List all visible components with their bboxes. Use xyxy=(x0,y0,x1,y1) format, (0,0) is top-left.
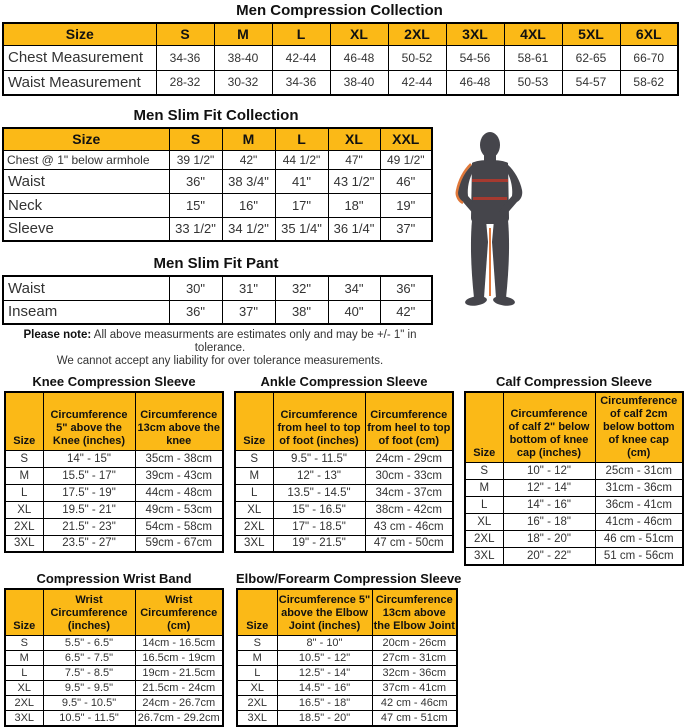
size-value: 2XL xyxy=(5,518,43,535)
measurement-value: 10" - 12" xyxy=(503,463,595,480)
measurement-value: 14cm - 16.5cm xyxy=(135,636,223,651)
table-row xyxy=(237,696,457,711)
table-row xyxy=(237,711,457,726)
tolerance-note-line2: We cannot accept any liability for over tolerance measurements. xyxy=(56,355,384,367)
size-value: L xyxy=(235,484,273,501)
size-column-header: 2XL xyxy=(388,23,446,45)
size-column-header: L xyxy=(275,128,328,150)
table-row xyxy=(5,484,223,501)
size-header-cell: Size xyxy=(235,392,273,450)
elbow-sleeve-block xyxy=(236,571,461,727)
size-value: M xyxy=(237,651,277,666)
measurement-value: 51 cm - 56cm xyxy=(595,548,683,565)
table-row xyxy=(5,711,223,726)
circumference-column-header: Circumference 13cm above the Elbow Joint xyxy=(372,589,457,636)
table-row xyxy=(5,666,223,681)
measurement-value: 16" xyxy=(222,193,275,217)
measurement-value: 19" xyxy=(380,193,432,217)
size-value: S xyxy=(237,636,277,651)
measurement-value: 8" - 10" xyxy=(277,636,372,651)
measurement-value: 18.5" - 20" xyxy=(277,711,372,726)
men-slim-fit-pant-table xyxy=(2,275,433,325)
measurement-value: 10.5" - 11.5" xyxy=(43,711,135,726)
measurement-value: 49cm - 53cm xyxy=(135,501,223,518)
measurement-value: 34" xyxy=(328,276,380,300)
chest-measure-line xyxy=(472,179,508,182)
measurement-value: 38-40 xyxy=(214,45,272,70)
size-column-header: XL xyxy=(330,23,388,45)
size-value: XL xyxy=(235,501,273,518)
measurement-value: 44 1/2" xyxy=(275,150,328,169)
calf-sleeve-block xyxy=(464,374,684,566)
table-row xyxy=(237,636,457,651)
table-row xyxy=(235,518,453,535)
ankle-sleeve-block xyxy=(234,374,454,566)
row-label: Chest @ 1" below armhole xyxy=(3,150,169,169)
male-body-silhouette xyxy=(438,130,548,320)
size-value: S xyxy=(465,463,503,480)
measurement-value: 27cm - 31cm xyxy=(372,651,457,666)
knee-sleeve-title: Knee Compression Sleeve xyxy=(32,374,196,389)
measurement-value: 20" - 22" xyxy=(503,548,595,565)
row-label: Chest Measurement xyxy=(3,45,156,70)
measurement-value: 38cm - 42cm xyxy=(365,501,453,518)
row-label: Waist xyxy=(3,276,169,300)
wrist-elbow-tables-row xyxy=(0,571,679,727)
size-value: S xyxy=(5,636,43,651)
measurement-value: 12" - 14" xyxy=(503,480,595,497)
table-row xyxy=(237,681,457,696)
measurement-value: 9.5" - 11.5" xyxy=(273,450,365,467)
circumference-column-header: Circumference of calf 2" below bottom of knee cap (inches) xyxy=(503,392,595,463)
measurement-value: 18" - 20" xyxy=(503,531,595,548)
table-row xyxy=(5,501,223,518)
measurement-value: 19cm - 21.5cm xyxy=(135,666,223,681)
wrist-band-block xyxy=(4,571,224,727)
measurement-value: 24cm - 29cm xyxy=(365,450,453,467)
measurement-value: 23.5" - 27" xyxy=(43,535,135,552)
measurement-value: 15" xyxy=(169,193,222,217)
size-value: L xyxy=(465,497,503,514)
size-value: M xyxy=(235,467,273,484)
size-column-header: 4XL xyxy=(504,23,562,45)
measurement-value: 49 1/2" xyxy=(380,150,432,169)
measurement-value: 17" - 18.5" xyxy=(273,518,365,535)
circumference-column-header: Circumference of calf 2cm below bottom of knee cap (cm) xyxy=(595,392,683,463)
measurement-value: 54-56 xyxy=(446,45,504,70)
body-measurement-figure-icon xyxy=(438,130,548,320)
tolerance-note-line1 xyxy=(0,329,440,355)
size-header-cell: Size xyxy=(465,392,503,463)
measurement-value: 9.5" - 9.5" xyxy=(43,681,135,696)
measurement-value: 39 1/2" xyxy=(169,150,222,169)
wrist-band-title: Compression Wrist Band xyxy=(36,570,192,586)
men-slim-fit-pant-title: Men Slim Fit Pant xyxy=(153,255,279,272)
measurement-value: 43 cm - 46cm xyxy=(365,518,453,535)
size-value: S xyxy=(5,450,43,467)
measurement-value: 46-48 xyxy=(446,70,504,95)
measurement-value: 33 1/2" xyxy=(169,217,222,241)
size-column-header: M xyxy=(214,23,272,45)
tolerance-note xyxy=(0,329,440,368)
measurement-value: 36cm - 41cm xyxy=(595,497,683,514)
measurement-value: 42-44 xyxy=(272,45,330,70)
sleeve-tables-row xyxy=(0,374,679,566)
circumference-column-header: Circumference from heel to top of foot (cm) xyxy=(365,392,453,450)
elbow-sleeve-table xyxy=(236,588,458,727)
table-row xyxy=(5,518,223,535)
table-row xyxy=(235,484,453,501)
men-slim-fit-section xyxy=(0,102,432,242)
size-value: 2XL xyxy=(237,696,277,711)
ankle-sleeve-title: Ankle Compression Sleeve xyxy=(260,374,428,389)
measurement-value: 7.5" - 8.5" xyxy=(43,666,135,681)
row-label: Waist Measurement xyxy=(3,70,156,95)
table-row xyxy=(5,696,223,711)
measurement-value: 47 cm - 51cm xyxy=(372,711,457,726)
measurement-value: 14.5" - 16" xyxy=(277,681,372,696)
table-row xyxy=(237,651,457,666)
measurement-value: 59cm - 67cm xyxy=(135,535,223,552)
measurement-value: 6.5" - 7.5" xyxy=(43,651,135,666)
table-row xyxy=(465,531,683,548)
circumference-column-header: Circumference 13cm above the knee xyxy=(135,392,223,450)
size-column-header: L xyxy=(272,23,330,45)
size-column-header: 6XL xyxy=(620,23,678,45)
measurement-value: 41cm - 46cm xyxy=(595,514,683,531)
measurement-value: 37" xyxy=(380,217,432,241)
row-label: Waist xyxy=(3,169,169,193)
size-column-header: 5XL xyxy=(562,23,620,45)
measurement-value: 13.5" - 14.5" xyxy=(273,484,365,501)
measurement-value: 34-36 xyxy=(272,70,330,95)
size-value: M xyxy=(465,480,503,497)
measurement-value: 54-57 xyxy=(562,70,620,95)
measurement-value: 21.5cm - 24cm xyxy=(135,681,223,696)
table-row xyxy=(235,467,453,484)
measurement-value: 36 1/4" xyxy=(328,217,380,241)
table-row xyxy=(5,636,223,651)
men-compression-title: Men Compression Collection xyxy=(236,2,443,19)
measurement-value: 54cm - 58cm xyxy=(135,518,223,535)
size-column-header: M xyxy=(222,128,275,150)
table-row xyxy=(5,535,223,552)
size-value: XL xyxy=(5,501,43,518)
measurement-value: 42-44 xyxy=(388,70,446,95)
size-value: S xyxy=(235,450,273,467)
measurement-value: 16.5" - 18" xyxy=(277,696,372,711)
circumference-column-header: Circumference 5" above the Knee (inches) xyxy=(43,392,135,450)
measurement-value: 17" xyxy=(275,193,328,217)
measurement-value: 35 1/4" xyxy=(275,217,328,241)
table-row xyxy=(5,681,223,696)
ankle-sleeve-table xyxy=(234,391,454,553)
size-value: 3XL xyxy=(465,548,503,565)
men-slim-fit-pant-section xyxy=(0,250,432,325)
measurement-value: 37" xyxy=(222,300,275,324)
circumference-column-header: Circumference 5" above the Elbow Joint (inches) xyxy=(277,589,372,636)
measurement-value: 36" xyxy=(169,300,222,324)
row-label: Neck xyxy=(3,193,169,217)
measurement-value: 36" xyxy=(380,276,432,300)
measurement-value: 38" xyxy=(275,300,328,324)
measurement-value: 35cm - 38cm xyxy=(135,450,223,467)
size-value: XL xyxy=(465,514,503,531)
men-compression-table xyxy=(2,22,679,96)
measurement-value: 10.5" - 12" xyxy=(277,651,372,666)
measurement-value: 42 cm - 46cm xyxy=(372,696,457,711)
size-header-cell: Size xyxy=(5,392,43,450)
measurement-value: 42" xyxy=(380,300,432,324)
table-row xyxy=(465,514,683,531)
wrist-band-table xyxy=(4,588,224,727)
row-label: Inseam xyxy=(3,300,169,324)
measurement-value: 15.5" - 17" xyxy=(43,467,135,484)
measurement-value: 14" - 15" xyxy=(43,450,135,467)
table-row xyxy=(5,467,223,484)
measurement-value: 34 1/2" xyxy=(222,217,275,241)
measurement-value: 46 cm - 51cm xyxy=(595,531,683,548)
size-column-header: S xyxy=(156,23,214,45)
size-value: L xyxy=(5,666,43,681)
measurement-value: 12.5" - 14" xyxy=(277,666,372,681)
measurement-value: 66-70 xyxy=(620,45,678,70)
measurement-value: 44cm - 48cm xyxy=(135,484,223,501)
size-value: L xyxy=(5,484,43,501)
measurement-value: 58-61 xyxy=(504,45,562,70)
table-row xyxy=(235,501,453,518)
measurement-value: 62-65 xyxy=(562,45,620,70)
measurement-value: 30" xyxy=(169,276,222,300)
measurement-value: 24cm - 26.7cm xyxy=(135,696,223,711)
measurement-value: 18" xyxy=(328,193,380,217)
calf-sleeve-title: Calf Compression Sleeve xyxy=(495,374,653,389)
measurement-value: 17.5" - 19" xyxy=(43,484,135,501)
size-value: L xyxy=(237,666,277,681)
measurement-value: 46" xyxy=(380,169,432,193)
size-value: XL xyxy=(5,681,43,696)
size-value: 3XL xyxy=(235,535,273,552)
knee-sleeve-table xyxy=(4,391,224,553)
table-row xyxy=(235,450,453,467)
measurement-value: 12" - 13" xyxy=(273,467,365,484)
circumference-column-header: Circumference from heel to top of foot (inches) xyxy=(273,392,365,450)
measurement-value: 41" xyxy=(275,169,328,193)
measurement-value: 5.5" - 6.5" xyxy=(43,636,135,651)
measurement-value: 16" - 18" xyxy=(503,514,595,531)
measurement-value: 50-53 xyxy=(504,70,562,95)
measurement-value: 20cm - 26cm xyxy=(372,636,457,651)
knee-sleeve-block xyxy=(4,374,224,566)
size-header-cell: Size xyxy=(237,589,277,636)
measurement-value: 34cm - 37cm xyxy=(365,484,453,501)
size-value: 2XL xyxy=(5,696,43,711)
table-row xyxy=(465,497,683,514)
measurement-value: 40" xyxy=(328,300,380,324)
table-row xyxy=(465,463,683,480)
men-slim-fit-table xyxy=(2,127,433,242)
note-text-1: All above measurments are estimates only and may be +/- 1" in tolerance. xyxy=(91,329,417,354)
measurement-value: 46-48 xyxy=(330,45,388,70)
size-column-header: XXL xyxy=(380,128,432,150)
size-value: M xyxy=(5,467,43,484)
measurement-value: 47 cm - 50cm xyxy=(365,535,453,552)
size-header-cell: Size xyxy=(5,589,43,636)
waist-measure-line xyxy=(473,197,507,200)
measurement-value: 39cm - 43cm xyxy=(135,467,223,484)
measurement-value: 43 1/2" xyxy=(328,169,380,193)
measurement-value: 28-32 xyxy=(156,70,214,95)
measurement-value: 32cm - 36cm xyxy=(372,666,457,681)
size-value: XL xyxy=(237,681,277,696)
men-slim-fit-title: Men Slim Fit Collection xyxy=(133,107,299,124)
size-value: M xyxy=(5,651,43,666)
table-row xyxy=(465,548,683,565)
measurement-value: 37cm - 41cm xyxy=(372,681,457,696)
calf-sleeve-table xyxy=(464,391,684,566)
size-value: 3XL xyxy=(5,535,43,552)
measurement-value: 30-32 xyxy=(214,70,272,95)
measurement-value: 25cm - 31cm xyxy=(595,463,683,480)
elbow-sleeve-title: Elbow/Forearm Compression Sleeve xyxy=(236,570,462,586)
size-value: 2XL xyxy=(235,518,273,535)
measurement-value: 32" xyxy=(275,276,328,300)
size-column-header: 3XL xyxy=(446,23,504,45)
measurement-value: 50-52 xyxy=(388,45,446,70)
measurement-value: 16.5cm - 19cm xyxy=(135,651,223,666)
measurement-value: 19.5" - 21" xyxy=(43,501,135,518)
size-value: 3XL xyxy=(5,711,43,726)
measurement-value: 58-62 xyxy=(620,70,678,95)
circumference-column-header: Wrist Circumference (cm) xyxy=(135,589,223,636)
measurement-value: 26.7cm - 29.2cm xyxy=(135,711,223,726)
table-row xyxy=(5,651,223,666)
size-value: 3XL xyxy=(237,711,277,726)
measurement-value: 31cm - 36cm xyxy=(595,480,683,497)
measurement-value: 31" xyxy=(222,276,275,300)
measurement-value: 38 3/4" xyxy=(222,169,275,193)
measurement-value: 38-40 xyxy=(330,70,388,95)
row-label: Sleeve xyxy=(3,217,169,241)
note-bold-prefix: Please note: xyxy=(23,329,92,341)
measurement-value: 47" xyxy=(328,150,380,169)
table-row xyxy=(235,535,453,552)
measurement-value: 36" xyxy=(169,169,222,193)
circumference-column-header: Wrist Circumference (inches) xyxy=(43,589,135,636)
size-column-header: XL xyxy=(328,128,380,150)
table-row xyxy=(465,480,683,497)
measurement-value: 30cm - 33cm xyxy=(365,467,453,484)
table-row xyxy=(5,450,223,467)
measurement-value: 15" - 16.5" xyxy=(273,501,365,518)
measurement-value: 21.5" - 23" xyxy=(43,518,135,535)
size-header-cell: Size xyxy=(3,23,156,45)
measurement-value: 42" xyxy=(222,150,275,169)
size-header-cell: Size xyxy=(3,128,169,150)
size-column-header: S xyxy=(169,128,222,150)
measurement-value: 9.5" - 10.5" xyxy=(43,696,135,711)
measurement-value: 14" - 16" xyxy=(503,497,595,514)
table-row xyxy=(237,666,457,681)
measurement-value: 34-36 xyxy=(156,45,214,70)
measurement-value: 19" - 21.5" xyxy=(273,535,365,552)
size-value: 2XL xyxy=(465,531,503,548)
